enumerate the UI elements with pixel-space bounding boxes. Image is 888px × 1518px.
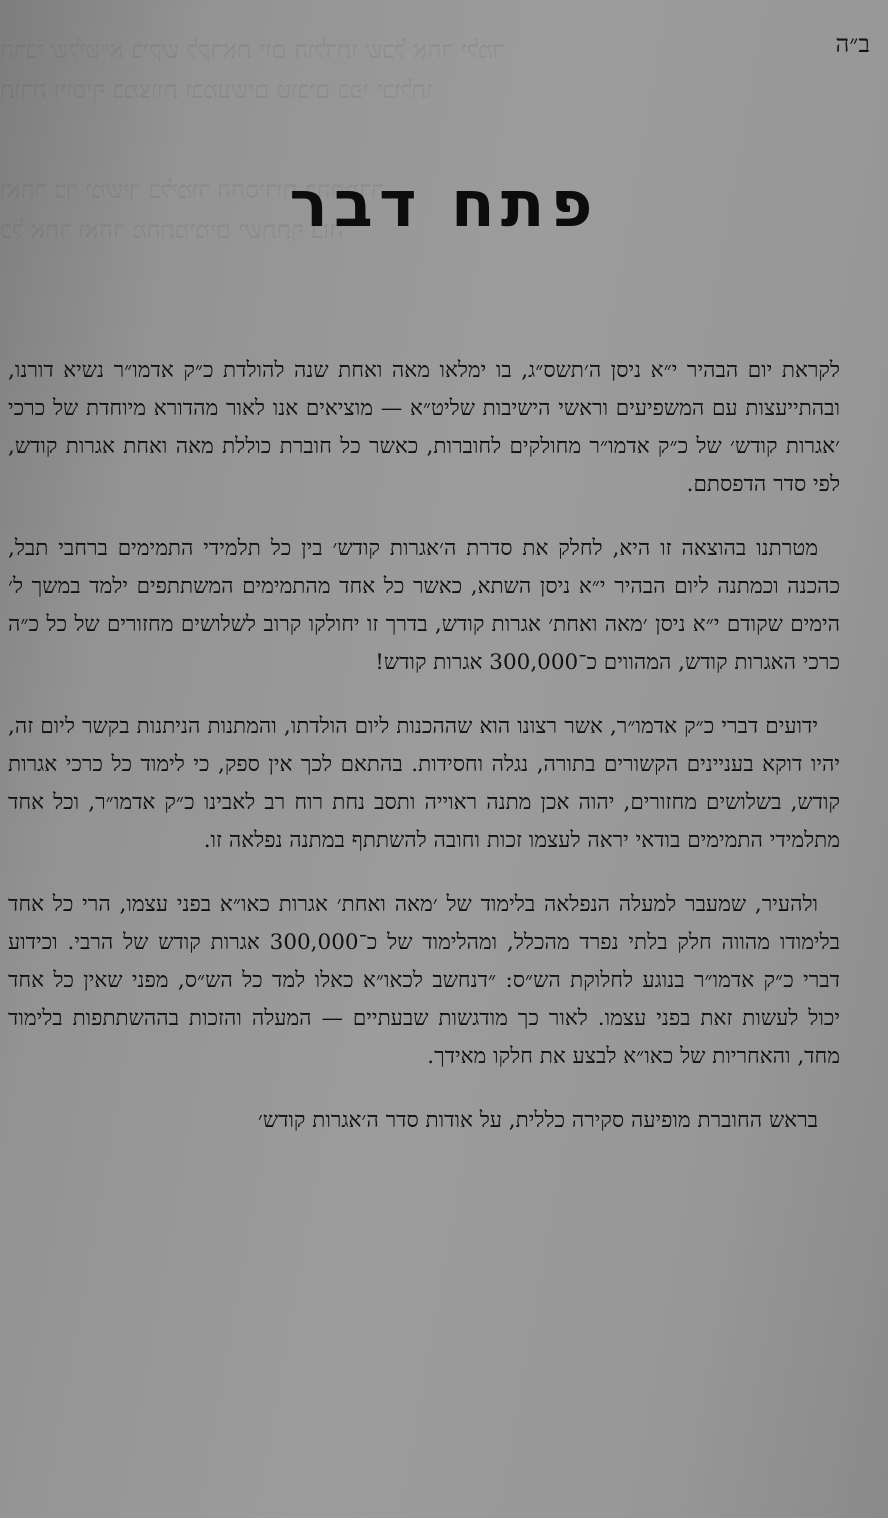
paragraph-3: ידועים דברי כ״ק אדמו״ר, אשר רצונו הוא שההכנות ליום הולדתו, והמתנות הניתנות בקשר ליום זה, יהיו דוקא בעניינים הקשורים בתורה, נגלה וחסידות. בהתאם לכך אין ספק, כי לימוד כל כרכי אגרות קודש, בשלושים מחזורים, יהוה אכן מתנה ראוייה ותסב נחת רוח רב לאבינו כ״ק אדמו״ר, וכל אחד מתלמידי התמימים בודאי יראה לעצמו זכות וחובה להשתתף במתנה נפלאה זו. (8, 714, 840, 853)
paragraph-2: מטרתנו בהוצאה זו היא, לחלק את סדרת ה׳אגרות קודש׳ בין כל תלמידי התמימים ברחבי תבל, כהכנה וכמתנה ליום הבהיר י״א ניסן השתא, כאשר כל אחד מהתמימים המשתתפים ילמד במשך ל׳ הימים שקודם י״א ניסן ׳מאה ואחת׳ אגרות קודש, בדרך זו יחולקו קרוב לשלושים מחזורים של כל כ״ה כרכי האגרות קודש, המהווים כ־300,000 אגרות קודש! (8, 536, 840, 675)
paragraph-4: ולהעיר, שמעבר למעלה הנפלאה בלימוד של ׳מאה ואחת׳ אגרות כאו״א בפני עצמו, הרי כל אחד בלימודו מהווה חלק בלתי נפרד מהכלל, ומהלימוד של כ־300,000 אגרות קודש של הרבי. וכידוע דברי כ״ק אדמו״ר בנוגע לחלוקת הש״ס: ״דנחשב לכאו״א כאלו למד כל הש״ס, מפני שאין כל אחד יכול לעשות זאת בפני עצמו. לאור כך מודגשות שבעתיים — המעלה והזכות בההשתתפות בלימוד מחד, והאחריות של כאו״א לבצע את חלקו מאידך. (8, 892, 840, 1069)
page-title: פתח דבר (289, 168, 599, 242)
paragraph-1: לקראת יום הבהיר י״א ניסן ה׳תשס״ג, בו ימלאו מאה ואחת שנה להולדת כ״ק אדמו״ר נשיא דורנו, ובהתייעצות עם המשפיעים וראשי הישיבות שליט״א — מוציאים אנו לאור מהדורא מיוחדת של כרכי ׳אגרות קודש׳ של כ״ק אדמו״ר מחולקים לחוברות, כאשר כל חוברת כוללת מאה ואחת אגרות קודש, לפי סדר הדפסתם. (8, 358, 840, 497)
page-number: ב״ה (835, 30, 870, 58)
paragraph-5: בראש החוברת מופיעה סקירה כללית, על אודות סדר ה׳אגרות קודש׳ (257, 1108, 818, 1133)
bleed-through-text: הרבי שליט״א ביקש לקראת יום הולדתו שכל אחד ילמד תורה ויוסיף במצוות ובמעשים טובים כפי יכולתו ואחר כך ימשיך בלימוד החסידות בהתמדה כל אחד ואחד מהתמימים ישתתף בזה (0, 36, 504, 244)
body-text (8, 352, 840, 1140)
